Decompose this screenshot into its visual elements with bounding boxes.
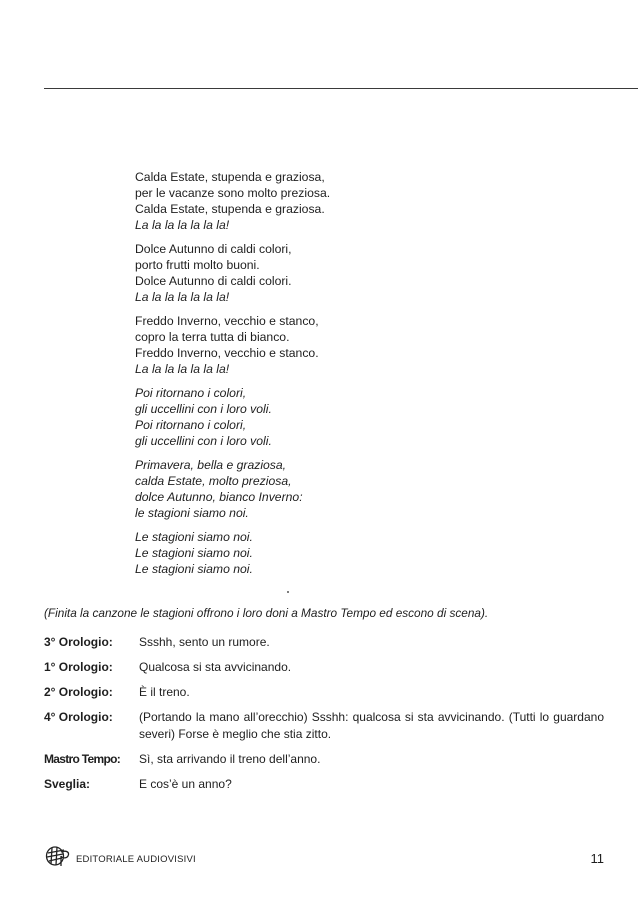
lyric-line: calda Estate, molto preziosa, <box>135 474 292 488</box>
speaker-name: 3° Orologio: <box>44 635 113 649</box>
lyric-line: Freddo Inverno, vecchio e stanco. <box>135 346 319 360</box>
dialogue-block <box>44 634 604 801</box>
speaker-name: Mastro Tempo: <box>44 752 121 766</box>
speaker-name: 4° Orologio: <box>44 710 113 724</box>
lyric-line: Dolce Autunno di caldi colori, <box>135 242 292 256</box>
lyric-line: Le stagioni siamo noi. <box>135 546 253 560</box>
lyric-line: Le stagioni siamo noi. <box>135 530 253 544</box>
dialogue-line <box>44 684 604 701</box>
lyric-line: Freddo Inverno, vecchio e stanco, <box>135 314 319 328</box>
publisher-name: EDITORIALE AUDIOVISIVI <box>76 854 196 865</box>
dialogue-line <box>44 709 604 743</box>
page-number: 11 <box>590 851 604 866</box>
dialogue-line <box>44 751 604 768</box>
stanza-colors <box>135 385 435 449</box>
speaker-name: Sveglia: <box>44 777 91 791</box>
stanza-finale <box>135 529 435 577</box>
lyric-line: Dolce Autunno di caldi colori. <box>135 274 292 288</box>
lyric-line: Poi ritornano i colori, <box>135 386 247 400</box>
speaker-name: 2° Orologio: <box>44 685 113 699</box>
lyric-line: dolce Autunno, bianco Inverno: <box>135 490 303 504</box>
lyric-line: porto frutti molto buoni. <box>135 258 260 272</box>
song-lyrics <box>135 169 435 585</box>
lyric-line: gli uccellini con i loro voli. <box>135 434 272 448</box>
speech-text: È il treno. <box>139 685 190 699</box>
stanza-spring <box>135 457 435 521</box>
speech-text: (Portando la mano all’orecchio) Ssshh: qualcosa si sta avvicinando. (Tutti lo guardano severi) Forse è meglio che stia zitto. <box>139 710 604 741</box>
stanza-summer <box>135 169 435 233</box>
lyric-line: Calda Estate, stupenda e graziosa, <box>135 170 325 184</box>
speech-text: Qualcosa si sta avvicinando. <box>139 660 292 674</box>
page-footer <box>44 842 604 872</box>
scan-speck <box>287 591 289 593</box>
lyric-line: Calda Estate, stupenda e graziosa. <box>135 202 325 216</box>
speech-text: Ssshh, sento un rumore. <box>139 635 270 649</box>
lyric-line: Le stagioni siamo noi. <box>135 562 253 576</box>
stage-direction: (Finita la canzone le stagioni offrono i loro doni a Mastro Tempo ed escono di scena). <box>44 606 489 620</box>
dialogue-line <box>44 659 604 676</box>
lyric-line: gli uccellini con i loro voli. <box>135 402 272 416</box>
lyric-refrain: La la la la la la la! <box>135 362 230 376</box>
lyric-line: Primavera, bella e graziosa, <box>135 458 287 472</box>
lyric-line: per le vacanze sono molto preziosa. <box>135 186 331 200</box>
speech-text: E cos’è un anno? <box>139 777 232 791</box>
stanza-autumn <box>135 241 435 305</box>
speech-text: Sì, sta arrivando il treno dell’anno. <box>139 752 321 766</box>
header-rule <box>44 88 638 89</box>
dialogue-line <box>44 634 604 651</box>
lyric-line: copro la terra tutta di bianco. <box>135 330 290 344</box>
dialogue-line <box>44 776 604 793</box>
speaker-name: 1° Orologio: <box>44 660 113 674</box>
lyric-refrain: La la la la la la la! <box>135 290 230 304</box>
lyric-refrain: La la la la la la la! <box>135 218 230 232</box>
ea-publisher-logo-icon <box>44 844 72 868</box>
lyric-line: le stagioni siamo noi. <box>135 506 249 520</box>
stanza-winter <box>135 313 435 377</box>
lyric-line: Poi ritornano i colori, <box>135 418 247 432</box>
